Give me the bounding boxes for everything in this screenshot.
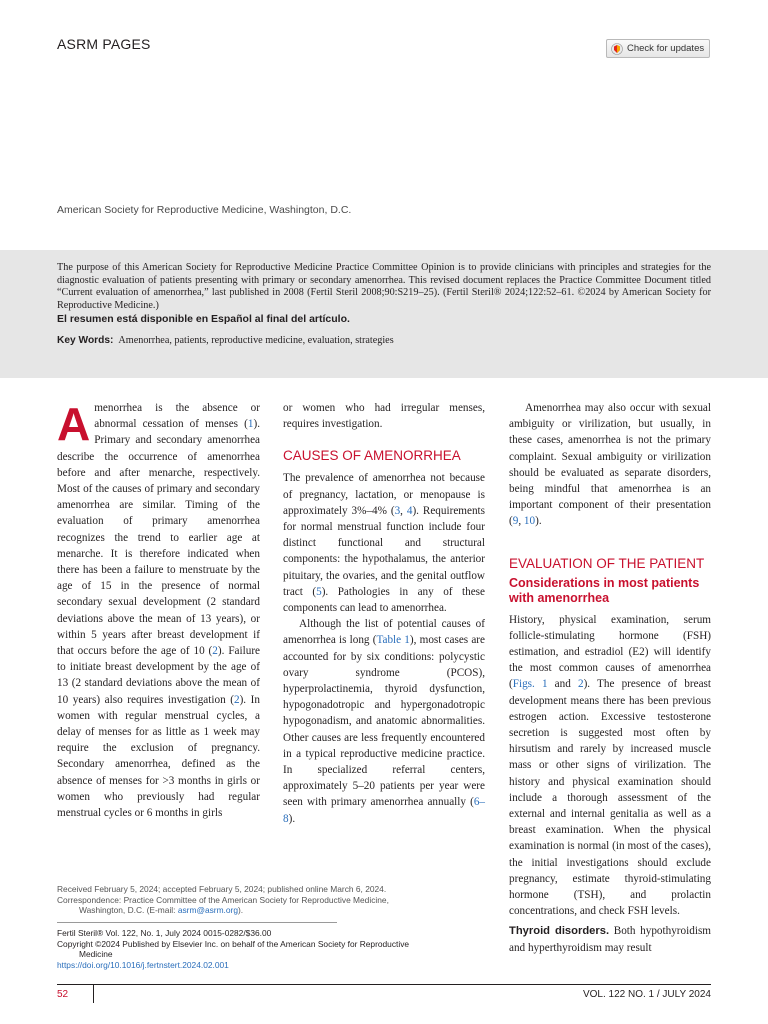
text-run: menorrhea is the absence or abnormal cessation of menses ( (94, 402, 260, 431)
drop-cap: A (57, 398, 91, 450)
text-run: ). (288, 812, 296, 825)
text-run: The prevalence of amenorrhea not because of pregnancy, lactation, or menopause is approximately 3%–4% ( (283, 472, 485, 517)
continued-paragraph: or women who had irregular menses, requires investigation. (283, 402, 485, 431)
email-link[interactable]: asrm@asrm.org (177, 905, 238, 915)
run-in-heading-thyroid: Thyroid disorders. (509, 925, 610, 938)
virilization-paragraph (509, 400, 711, 530)
citation-link[interactable]: 2 (233, 693, 240, 706)
text-run: ). (535, 515, 542, 528)
crossmark-icon (611, 43, 623, 55)
copyright-line-2: Medicine (79, 949, 113, 959)
citation-link[interactable]: 1 (247, 418, 254, 431)
keywords-label: Key Words: (57, 335, 114, 346)
citation-link[interactable]: 2 (212, 645, 218, 658)
abstract-text: The purpose of this American Society for Reproductive Medicine Practice Committee Opinion is to provide clinicians with principles and strategies for the diagnostic evaluation of patients presenting with primary or secondary amenorrhea. This revised document replaces the Practice Committee Document titled “Current evaluation of amenorrhea,” last published in 2008 (Fertil Steril 2008;90:S219–25). (Fertil Steril® 2024;122:52–61. ©2024 by American Society for Reproductive Medicine.) (57, 262, 711, 311)
citation-line: Fertil Steril® Vol. 122, No. 1, July 2024 0015-0282/$36.00 (57, 928, 272, 938)
doi-link[interactable]: https://doi.org/10.1016/j.fertnstert.2024.02.001 (57, 959, 229, 970)
text-run: ). Requirements for normal menstrual function include four distinct functional and structural components: the hypothalamus, the anterior pituitary, the ovaries, and the genital outflow tract ( (283, 504, 486, 598)
correspondence-line-2 (57, 905, 485, 916)
body-column-1 (57, 400, 260, 821)
text-run: Amenorrhea may also occur with sexual ambiguity or virilization, but usually, in these cases, amenorrhea is not the primary complaint. Sexual ambiguity or virilization should be evaluated as separate disorders, being mindful that amenorrhea is an important component of their presentation ( (509, 402, 711, 528)
citation-link[interactable]: 3 (394, 504, 401, 517)
citation-link[interactable]: 5 (316, 585, 322, 598)
text-run: , (518, 515, 524, 528)
subsection-heading-considerations: Considerations in most patients with amenorrhea (509, 575, 700, 605)
text-run: ). Pathologies in any of these components can lead to amenorrhea. (283, 585, 485, 615)
text-run: Although the list of potential causes of amenorrhea is long ( (283, 618, 485, 647)
section-heading-causes: CAUSES OF AMENORRHEA (283, 448, 461, 464)
received-dates: Received February 5, 2024; accepted February 5, 2024; published online March 6, 2024. (57, 884, 387, 894)
figure-link[interactable]: 2 (577, 678, 584, 691)
check-for-updates-button[interactable] (606, 39, 710, 58)
citation-link[interactable]: 9 (512, 515, 519, 528)
intro-paragraph (57, 400, 260, 821)
text-run: ). In women with regular menstrual cycles, a delay of menses for as little as 1 week may require the exclusion of pregnancy. Secondary amenorrhea, defined as the absence of menses for >3 months in girls or women who previously had regular menstrual cycles or 6 months in girls (57, 693, 260, 820)
section-heading-evaluation: EVALUATION OF THE PATIENT (509, 555, 705, 571)
body-column-2 (283, 400, 485, 827)
text-run: ), most cases are accounted for by six conditions: polycystic ovary syndrome (PCOS), hyperprolactinemia, thyroid dysfunction, hypogonadotropic and hypergonadotropic hypogonadism, and anatomic abnormalities. Other causes are less frequently encountered in a typical reproductive medicine practice. In specialized referral centers, approximately 5–20 patients per year were seen with primary amenorrhea annually ( (283, 634, 486, 809)
keywords-list: Amenorrhea, patients, reproductive medicine, evaluation, strategies (118, 335, 394, 346)
text-run: ). Failure to initiate breast development by the age of 13 (2 standard deviations above the mean of 10 years) also requires investigation ( (57, 645, 261, 706)
abstract (57, 262, 711, 326)
citation-link[interactable]: 4 (406, 504, 413, 517)
issue-info: VOL. 122 NO. 1 / JULY 2024 (582, 989, 711, 1000)
causes-paragraph-2 (283, 616, 485, 827)
affiliation: American Society for Reproductive Medicine, Washington, D.C. (57, 204, 352, 216)
text-run: History, physical examination, serum follicle-stimulating hormone (FSH) estimation, and estradiol (E2) will identify the most common causes of amenorrhea ( (509, 613, 711, 691)
copyright-line-1: Copyright ©2024 Published by Elsevier Inc. on behalf of the American Society for Reproductive (57, 938, 410, 949)
text-run: , (400, 504, 407, 517)
correspondence-line-1: Correspondence: Practice Committee of the American Society for Reproductive Medicine, (57, 894, 389, 905)
table-link[interactable]: Table 1 (376, 634, 410, 647)
thyroid-paragraph (509, 923, 711, 955)
spanish-abstract-note: El resumen está disponible en Español al final del artículo. (57, 313, 350, 325)
keywords (57, 335, 394, 346)
check-for-updates-label: Check for updates (627, 43, 705, 54)
text-run: and (547, 678, 578, 691)
footnote-divider (57, 922, 337, 923)
causes-paragraph-1 (283, 470, 485, 616)
journal-info (57, 928, 485, 970)
figure-link[interactable]: Figs. 1 (512, 678, 548, 691)
footer-rule (57, 984, 711, 985)
text-run: ). The presence of breast development means there has been previous estrogen action. Excessive testosterone secretion is suggested most often by hirsutism and rarely by increased muscle mass or other signs of virilization. The history and physical examination should include a thorough assessment of the external and internal genitalia as well as a breast examination. When the physical examination is normal (in most of the cases), the initial investigations should exclude pregnancy, estimate thyroid-stimulating hormone (TSH), and prolactin concentrations, and check FSH levels. (509, 678, 712, 918)
text-run: ). (237, 905, 244, 915)
page-number: 52 (57, 989, 69, 1000)
section-label: ASRM PAGES (57, 36, 151, 52)
text-run: Washington, D.C. (E-mail: (79, 905, 178, 915)
footer-divider (93, 984, 94, 1003)
citation-link[interactable]: 6–8 (283, 796, 485, 825)
article-footnotes (57, 884, 485, 916)
evaluation-paragraph (509, 612, 711, 920)
text-run: ). Primary and secondary amenorrhea describe the occurrence of amenorrhea before and after menarche, respectively. Most of the causes of primary and secondary amenorrhea are similar. Timing of the evaluation of primary amenorrhea recognizes the trend to earlier age at menarche. It is therefore indicated when there has been a failure to menstruate by the age of 15 in the presence of normal secondary sexual development (2 standard deviations above the mean of 13 years), or within 5 years after breast development if that occurs before the age of 10 ( (57, 418, 260, 658)
text-run: Both hypothyroidism and hyperthyroidism may result (509, 925, 711, 954)
body-column-3 (509, 400, 711, 956)
citation-link[interactable]: 10 (523, 515, 536, 528)
